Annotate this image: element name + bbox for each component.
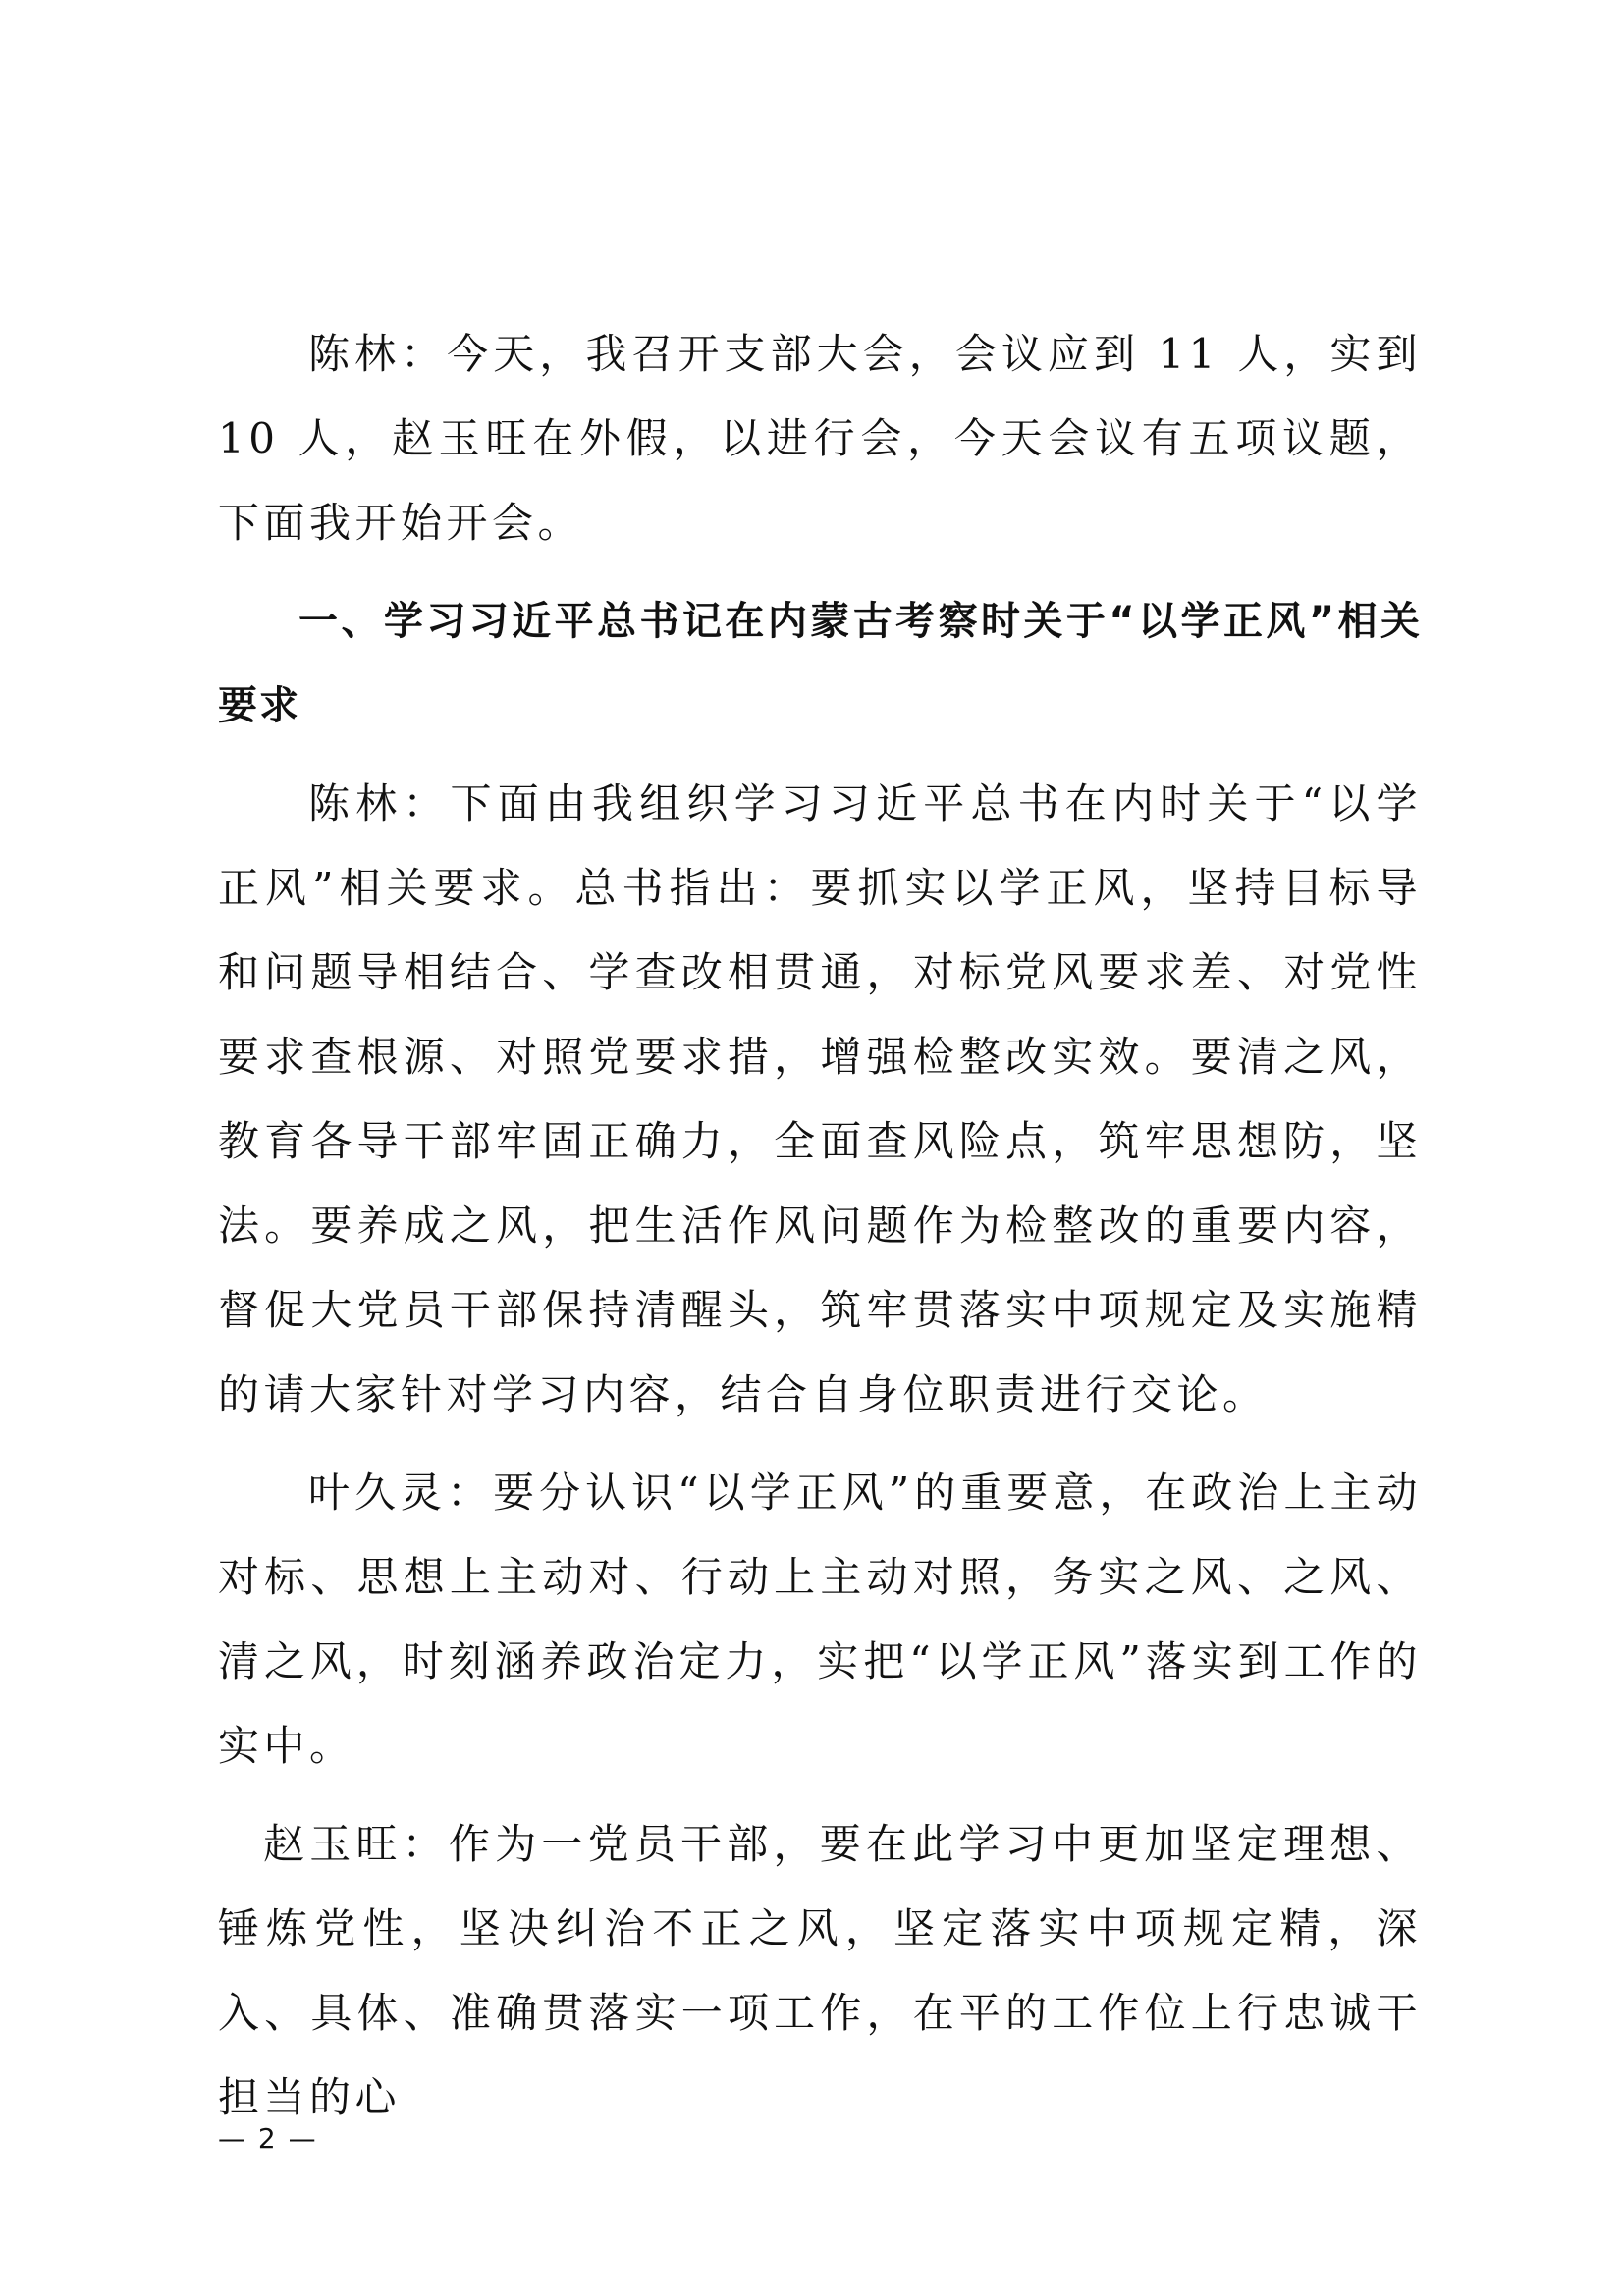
paragraph-opening-remarks: 陈林：今天，我召开支部大会，会议应到 11 人，实到 10 人，赵玉旺在外假，以进行会，今天会议有五项议题，下面我开始开会。: [218, 330, 1422, 547]
paragraph-zhaoyuwang-remarks: 赵玉旺：作为一党员干部，要在此学习中更加坚定理想、锤炼党性，坚决纠治不正之风，坚定落实中项规定精，深入、具体、准确贯落实一项工作，在平的工作位上行忠诚干担当的心: [218, 1820, 1422, 2121]
page-number: — 2 —: [218, 2122, 318, 2155]
document-page: [218, 312, 1422, 2140]
paragraph-yejiuling-remarks: 叶久灵：要分认识“以学正风”的重要意，在政治上主动对标、思想上主动对、行动上主动对照，务实之风、之风、清之风，时刻涵养政治定力，实把“以学正风”落实到工作的实中。: [218, 1468, 1422, 1770]
paragraph-chenlin-study: 陈林：下面由我组织学习习近平总书在内时关于“以学正风”相关要求。总书指出：要抓实以学正风，坚持目标导和问题导相结合、学查改相贯通，对标党风要求差、对党性要求查根源、对照党要求措，增强检整改实效。要清之风，教育各导干部牢固正确力，全面查风险点，筑牢思想防，坚法。要养成之风，把生活作风问题作为检整改的重要内容，督促大党员干部保持清醒头，筑牢贯落实中项规定及实施精的请大家针对学习内容，结合自身位职责进行交论。: [218, 779, 1422, 1418]
section-heading-1: 一、学习习近平总书记在内蒙古考察时关于“以学正风”相关要求: [218, 599, 1422, 728]
